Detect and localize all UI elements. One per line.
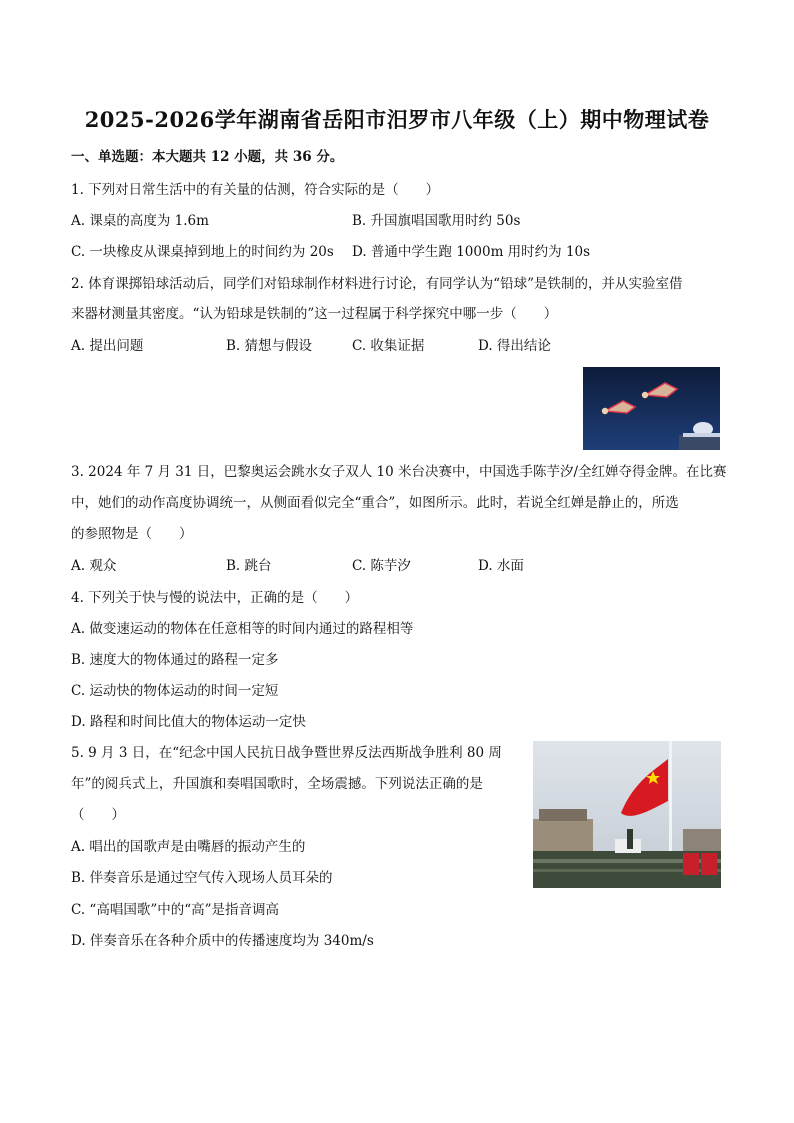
q5-stem-line-3: （ ） [71, 807, 125, 823]
q2-option-b: B. 猜想与假设 [226, 338, 313, 354]
q4-option-b: B. 速度大的物体通过的路程一定多 [71, 652, 279, 668]
page-title: 2025-2026学年湖南省岳阳市汨罗市八年级（上）期中物理试卷 [84, 107, 710, 132]
q4-stem: 4. 下列关于快与慢的说法中，正确的是（ ） [71, 590, 359, 606]
q1-option-c: C. 一块橡皮从课桌掉到地上的时间约为 20s [71, 244, 334, 260]
q1-option-d: D. 普通中学生跑 1000m 用时约为 10s [352, 244, 591, 260]
flag-raising-photo [533, 741, 721, 888]
q3-stem-line-1: 3. 2024 年 7 月 31 日，巴黎奥运会跳水女子双人 10 米台决赛中，中国选手陈芋汐/全红婵夺得金牌。在比赛 [71, 464, 727, 480]
q1-option-b: B. 升国旗唱国歌用时约 50s [352, 213, 521, 229]
diving-photo [583, 367, 720, 450]
q5-option-d: D. 伴奏音乐在各种介质中的传播速度均为 340m/s [71, 933, 374, 949]
q5-option-a: A. 唱出的国歌声是由嘴唇的振动产生的 [71, 839, 306, 855]
section-heading: 一、单选题：本大题共 12 小题，共 36 分。 [71, 149, 344, 165]
q3-option-b: B. 跳台 [226, 558, 272, 574]
q1-option-a: A. 课桌的高度为 1.6m [71, 213, 209, 229]
q4-option-c: C. 运动快的物体运动的时间一定短 [71, 683, 279, 699]
q5-stem-line-1: 5. 9 月 3 日，在“纪念中国人民抗日战争暨世界反法西斯战争胜利 80 周 [71, 745, 502, 761]
q4-option-a: A. 做变速运动的物体在任意相等的时间内通过的路程相等 [71, 621, 414, 637]
q3-option-a: A. 观众 [71, 558, 117, 574]
q3-option-c: C. 陈芋汐 [352, 558, 411, 574]
q2-stem-line-1: 2. 体育课掷铅球活动后，同学们对铅球制作材料进行讨论，有同学认为“铅球”是铁制的，并从实验室借 [71, 276, 683, 292]
q5-option-c: C. “高唱国歌”中的“高”是指音调高 [71, 902, 280, 918]
q3-stem-line-3: 的参照物是（ ） [71, 526, 193, 542]
q2-option-c: C. 收集证据 [352, 338, 425, 354]
q4-option-d: D. 路程和时间比值大的物体运动一定快 [71, 714, 306, 730]
q3-option-d: D. 水面 [478, 558, 524, 574]
q1-stem: 1. 下列对日常生活中的有关量的估测，符合实际的是（ ） [71, 182, 440, 198]
q2-option-d: D. 得出结论 [478, 338, 551, 354]
q2-stem-line-2: 来器材测量其密度。“认为铅球是铁制的”这一过程属于科学探究中哪一步（ ） [71, 306, 558, 322]
q5-option-b: B. 伴奏音乐是通过空气传入现场人员耳朵的 [71, 870, 333, 886]
q2-option-a: A. 提出问题 [71, 338, 144, 354]
q3-stem-line-2: 中，她们的动作高度协调统一，从侧面看似完全“重合”，如图所示。此时，若说全红婵是静止的，所选 [71, 495, 679, 511]
q5-stem-line-2: 年”的阅兵式上，升国旗和奏唱国歌时，全场震撼。下列说法正确的是 [71, 776, 483, 792]
